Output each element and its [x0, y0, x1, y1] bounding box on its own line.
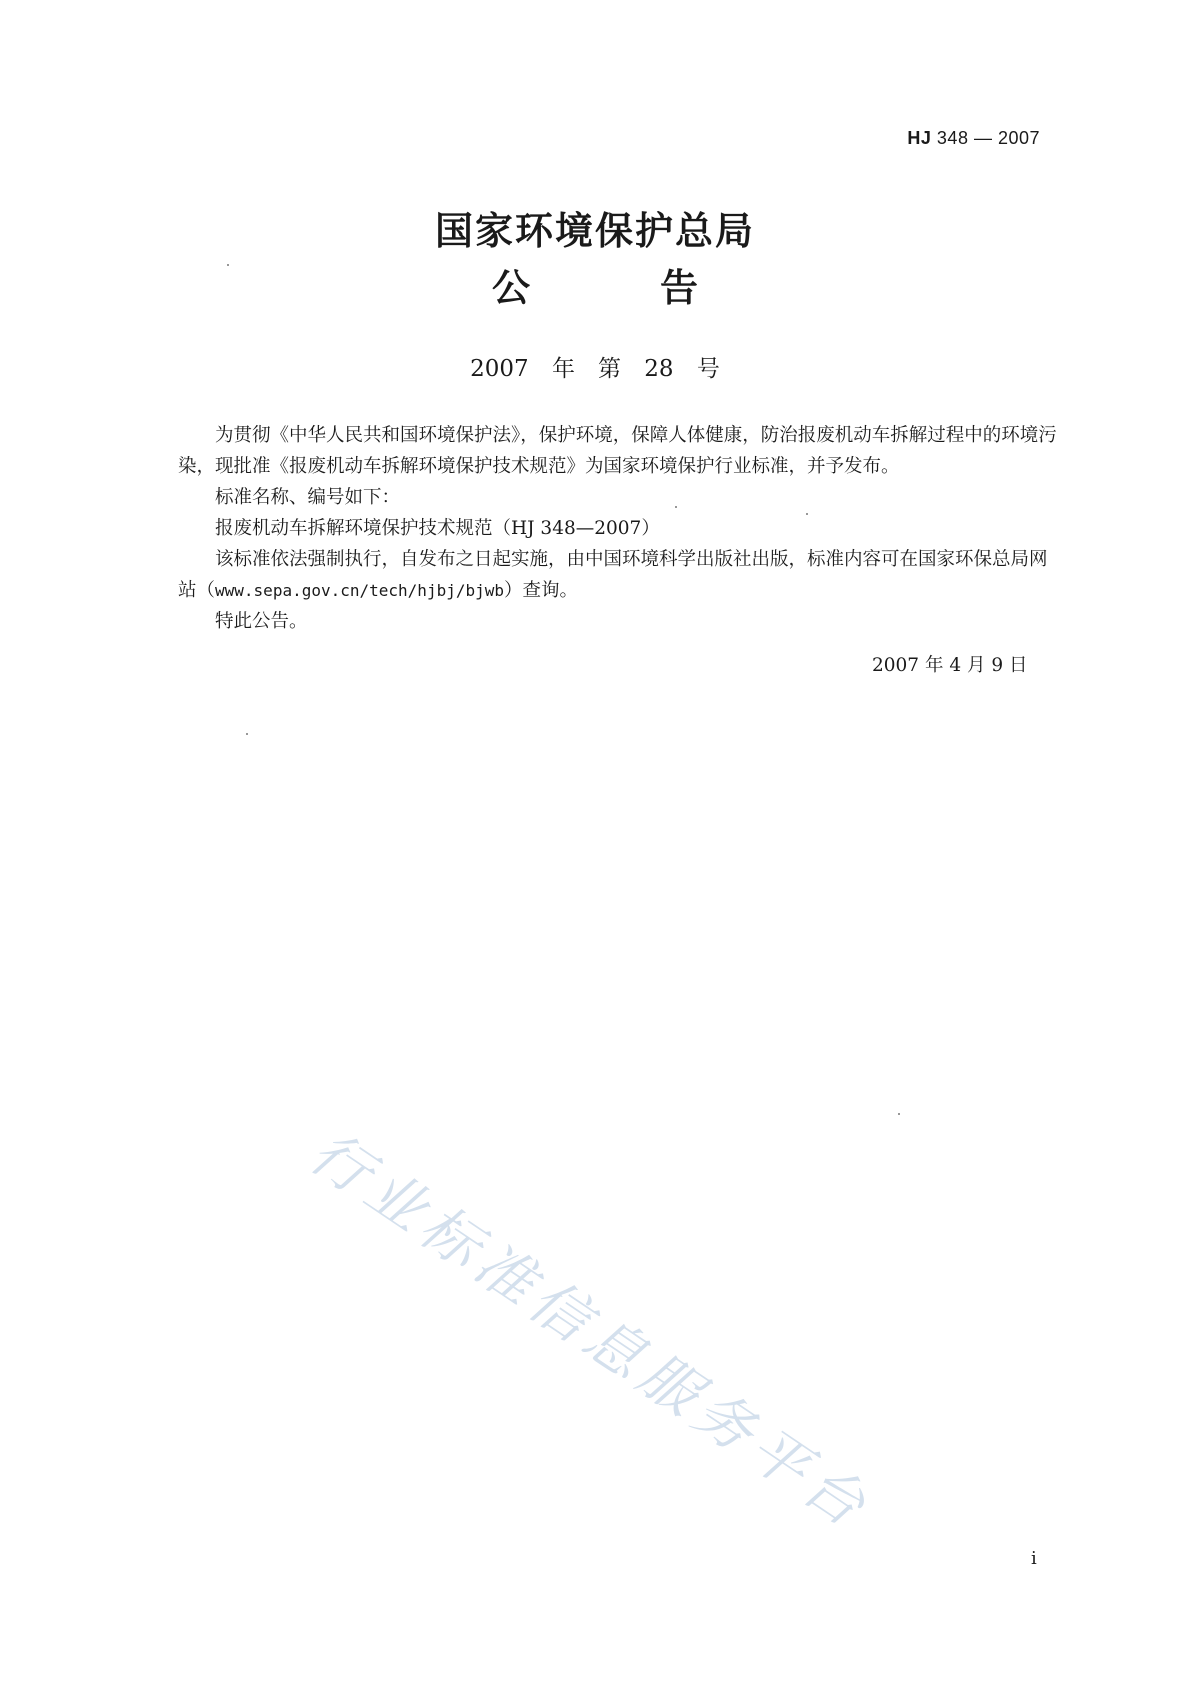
website-url: www.sepa.gov.cn/tech/hjbj/bjwb	[215, 581, 504, 600]
body-paragraph-4-prefix: 该标准依法强制执行，自发布之日起实施，由中国环境科学出版社出版，标准内容可在国家环保总局网站（	[178, 549, 1048, 601]
watermark: 行业标准信息服务平台	[298, 1117, 884, 1544]
body-paragraph-4	[178, 544, 1063, 606]
notice-title: 公告	[491, 266, 828, 310]
scan-speck	[806, 513, 808, 515]
agency-title: 国家环境保护总局	[434, 209, 755, 253]
body-paragraph-1: 为贯彻《中华人民共和国环境保护法》，保护环境，保障人体健康，防治报废机动车拆解过程中的环境污染，现批准《报废机动车拆解环境保护技术规范》为国家环境保护行业标准，并予发布。	[178, 425, 1057, 477]
notice-body	[178, 420, 1063, 637]
scan-speck	[898, 1113, 900, 1115]
scan-speck	[246, 733, 248, 735]
scan-speck	[675, 506, 677, 508]
body-paragraph-4-suffix: ）查询。	[504, 580, 579, 601]
body-paragraph-2: 标准名称、编号如下：	[215, 487, 401, 508]
body-paragraph-3: 报废机动车拆解环境保护技术规范（HJ 348—2007）	[215, 518, 660, 539]
standard-prefix: HJ	[907, 128, 932, 148]
page-number: i	[1031, 1548, 1037, 1569]
standard-code	[907, 128, 1040, 149]
standard-number: 348 — 2007	[936, 128, 1040, 148]
body-paragraph-5: 特此公告。	[215, 611, 308, 632]
sign-date: 2007 年 4 月 9 日	[872, 655, 1028, 676]
notice-number: 2007 年 第 28 号	[470, 356, 720, 382]
scan-speck	[227, 264, 229, 266]
